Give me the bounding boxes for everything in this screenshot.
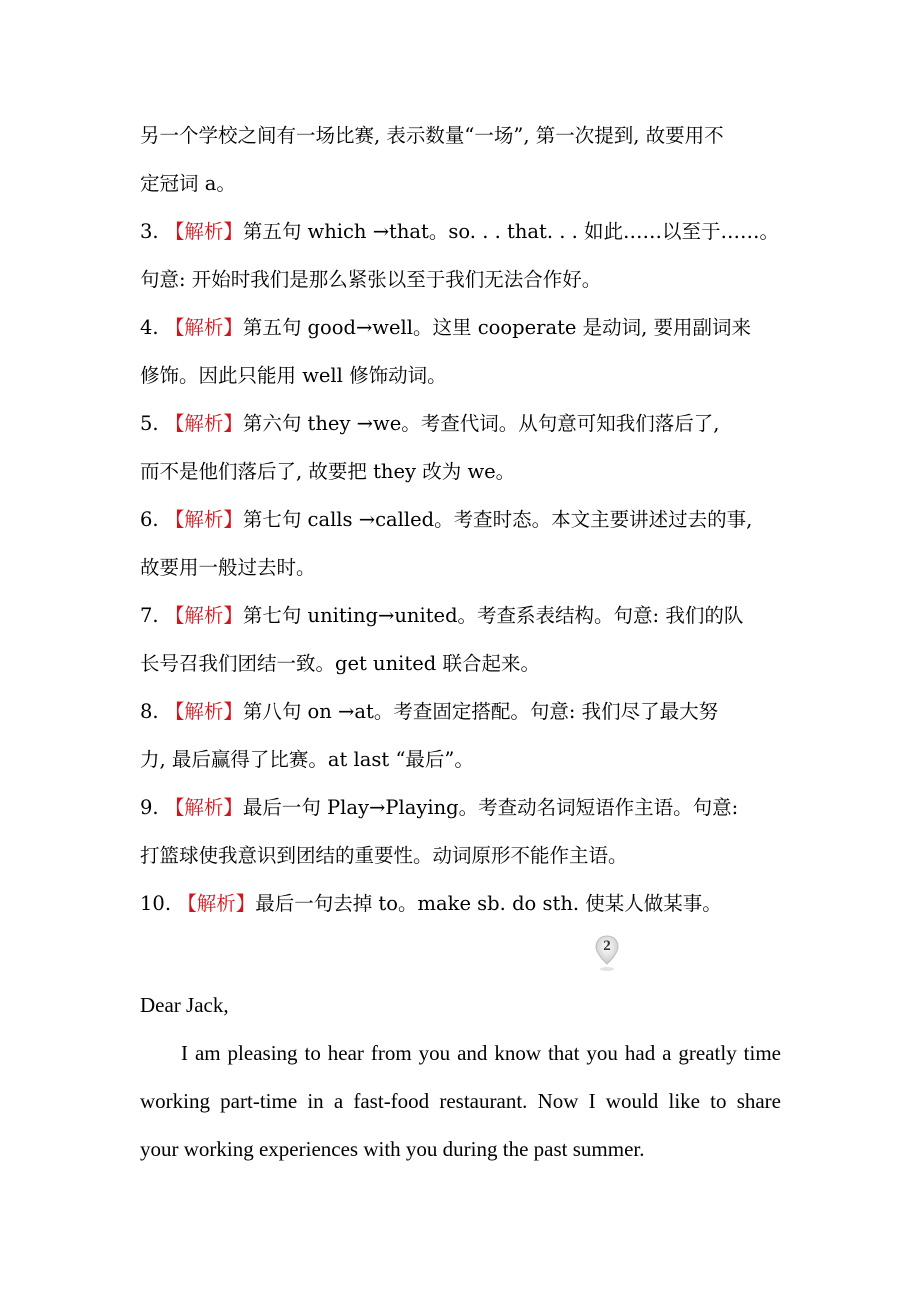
analysis-tag: 【解析】 [177,892,256,915]
item-number: 4. [140,316,159,339]
analysis-item-7-line-2: 长号召我们团结一致。get united 联合起来。 [140,652,540,675]
analysis-item-8-line-1 [140,698,790,726]
analysis-item-6-line-2: 故要用一般过去时。 [140,556,316,579]
analysis-text: 第八句 on →at。考查固定搭配。句意: 我们尽了最大努 [242,700,719,723]
item-number: 6. [140,508,159,531]
analysis-item-3-line-2: 句意: 开始时我们是那么紧张以至于我们无法合作好。 [140,268,602,291]
letter-greeting: Dear Jack, [140,993,229,1017]
analysis-item-9-line-1 [140,794,790,822]
letter-paragraph-line-1: I am pleasing to hear from you and know that you had a greatly time [181,1041,781,1065]
analysis-tag: 【解析】 [164,412,243,435]
page-marker-number: 2 [603,938,611,954]
letter-paragraph-line-3: your working experiences with you during the past summer. [140,1137,645,1161]
analysis-item-3-line-1 [140,218,790,246]
analysis-text: 最后一句去掉 to。make sb. do sth. 使某人做某事。 [255,892,722,915]
analysis-text: 第五句 which →that。so. . . that. . . 如此……以至于……。 [242,220,780,243]
analysis-tag: 【解析】 [164,220,243,243]
analysis-item-7-line-1 [140,602,790,630]
analysis-item-10-line-1 [140,890,790,918]
analysis-tag: 【解析】 [164,508,243,531]
analysis-item-5-line-1 [140,410,790,438]
analysis-tag: 【解析】 [164,316,243,339]
analysis-item-5-line-2: 而不是他们落后了, 故要把 they 改为 we。 [140,460,516,483]
analysis-item-4-line-1 [140,314,790,342]
analysis-tag: 【解析】 [164,700,243,723]
item-number: 9. [140,796,159,819]
analysis-tag: 【解析】 [164,796,243,819]
analysis-text: 最后一句 Play→Playing。考查动名词短语作主语。句意: [242,796,739,819]
analysis-text: 第七句 calls →called。考查时态。本文主要讲述过去的事, [242,508,753,531]
analysis-text: 第六句 they →we。考查代词。从句意可知我们落后了, [242,412,720,435]
page-marker [594,934,620,974]
analysis-tag: 【解析】 [164,604,243,627]
analysis-text: 第七句 uniting→united。考查系表结构。句意: 我们的队 [242,604,744,627]
letter-paragraph-line-2: working part-time in a fast-food restaurant. Now I would like to share [140,1089,781,1113]
paragraph-continuation-line-2: 定冠词 a。 [140,172,236,195]
item-number: 3. [140,220,159,243]
item-number: 10. [140,892,172,915]
analysis-item-4-line-2: 修饰。因此只能用 well 修饰动词。 [140,364,447,387]
analysis-text: 第五句 good→well。这里 cooperate 是动词, 要用副词来 [242,316,752,339]
item-number: 8. [140,700,159,723]
analysis-item-6-line-1 [140,506,790,534]
item-number: 5. [140,412,159,435]
item-number: 7. [140,604,159,627]
analysis-item-9-line-2: 打篮球使我意识到团结的重要性。动词原形不能作主语。 [140,844,628,867]
analysis-item-8-line-2: 力, 最后赢得了比赛。at last “最后”。 [140,748,474,771]
paragraph-continuation-line-1: 另一个学校之间有一场比赛, 表示数量“一场”, 第一次提到, 故要用不 [140,124,724,147]
